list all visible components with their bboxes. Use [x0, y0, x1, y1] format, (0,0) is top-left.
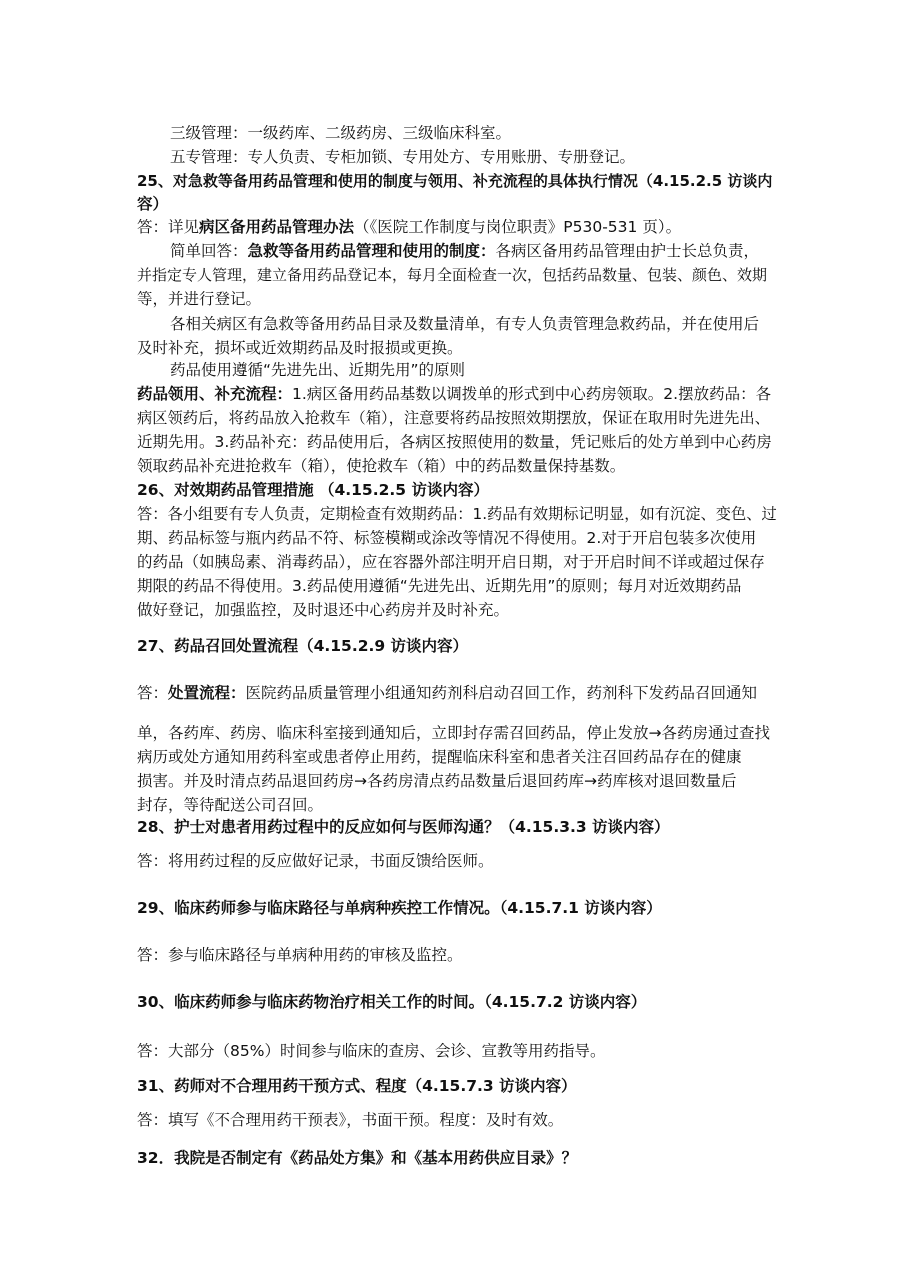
answer-text: 医院药品质量管理小组通知药剂科启动召回工作，药剂科下发药品召回通知: [245, 684, 758, 702]
question-heading: 30、临床药师参与临床药物治疗相关工作的时间。（4.15.7.2 访谈内容）: [137, 993, 647, 1011]
answer-text: 1.病区备用药品基数以调拨单的形式到中心药房领取。2.摆放药品：各: [292, 385, 772, 403]
question-heading: 32．我院是否制定有《药品处方集》和《基本用药供应目录》？: [137, 1149, 578, 1167]
answer-line: 病区领药后，将药品放入抢救车（箱），注意要将药品按照效期摆放，保证在取用时先进先出、: [137, 409, 770, 427]
answer-line: 病历或处方通知用药科室或患者停止用药，提醒临床科室和患者关注召回药品存在的健康: [137, 748, 742, 766]
answer-line: 期限的药品不得使用。3.药品使用遵循“先进先出、近期先用”的原则；每月对近效期药品: [137, 577, 742, 595]
answer-line: 并指定专人管理，建立备用药品登记本，每月全面检查一次，包括药品数量、包装、颜色、效期: [137, 266, 768, 284]
bold-text: 处置流程：: [168, 684, 246, 702]
answer-line: [137, 383, 777, 405]
answer-line: 答：大部分（85%）时间参与临床的查房、会诊、宣教等用药指导。: [137, 1042, 606, 1060]
paragraph-line: 三级管理：一级药库、二级药房、三级临床科室。: [170, 124, 512, 142]
answer-line: 各相关病区有急救等备用药品目录及数量清单，有专人负责管理急救药品，并在使用后: [170, 315, 760, 333]
answer-text: 各病区备用药品管理由护士长总负责，: [495, 242, 760, 260]
bold-text: 急救等备用药品管理和使用的制度：: [247, 242, 496, 260]
answer-line: [170, 240, 777, 262]
paragraph-line: 五专管理：专人负责、专柜加锁、专用处方、专用账册、专册登记。: [170, 148, 636, 166]
answer-line: 及时补充，损坏或近效期药品及时报损或更换。: [137, 339, 463, 357]
question-heading: 26、对效期药品管理措施 （4.15.2.5 访谈内容）: [137, 481, 489, 499]
bold-text: 病区备用药品管理办法: [199, 218, 355, 236]
answer-line: 期、药品标签与瓶内药品不符、标签模糊或涂改等情况不得使用。2.对于开启包装多次使用: [137, 529, 757, 547]
answer-line: 单，各药库、药房、临床科室接到通知后，立即封存需召回药品，停止发放→各药房通过查找: [137, 724, 770, 742]
answer-line: 答：参与临床路径与单病种用药的审核及监控。: [137, 946, 463, 964]
answer-line: [137, 216, 777, 238]
question-heading: 31、药师对不合理用药干预方式、程度（4.15.7.3 访谈内容）: [137, 1077, 577, 1095]
question-heading: 25、对急救等备用药品管理和使用的制度与领用、补充流程的具体执行情况（4.15.2.5 访谈内: [137, 172, 773, 190]
answer-line: 答：各小组要有专人负责，定期检查有效期药品：1.药品有效期标记明显，如有沉淀、变色、过: [137, 505, 777, 523]
answer-line: 答：将用药过程的反应做好记录，书面反馈给医师。: [137, 852, 494, 870]
answer-line: 药品使用遵循“先进先出、近期先用”的原则: [170, 361, 466, 379]
answer-line: 近期先用。3.药品补充：药品使用后，各病区按照使用的数量，凭记账后的处方单到中心药房: [137, 433, 772, 451]
answer-line: [137, 682, 777, 704]
answer-line: 等，并进行登记。: [137, 290, 262, 308]
question-heading: 29、临床药师参与临床路径与单病种疾控工作情况。（4.15.7.1 访谈内容）: [137, 899, 662, 917]
question-heading: 27、药品召回处置流程（4.15.2.9 访谈内容）: [137, 637, 469, 655]
answer-line: 封存，等待配送公司召回。: [137, 796, 324, 814]
answer-line: 答：填写《不合理用药干预表》，书面干预。程度：及时有效。: [137, 1111, 564, 1129]
question-heading: 28、护士对患者用药过程中的反应如何与医师沟通？（4.15.3.3 访谈内容）: [137, 818, 670, 836]
answer-line: 损害。并及时清点药品退回药房→各药房清点药品数量后退回药库→药库核对退回数量后: [137, 772, 737, 790]
answer-line: 的药品（如胰岛素、消毒药品），应在容器外部注明开启日期，对于开启时间不详或超过保存: [137, 553, 765, 571]
bold-text: 药品领用、补充流程：: [137, 385, 293, 403]
answer-line: 做好登记，加强监控，及时退还中心药房并及时补充。: [137, 601, 510, 619]
question-heading: 容）: [137, 195, 169, 213]
answer-text: 答：: [137, 684, 169, 702]
answer-text: （《医院工作制度与岗位职责》P530-531 页）。: [354, 218, 682, 236]
answer-text: 简单回答：: [170, 242, 248, 260]
answer-line: 领取药品补充进抢救车（箱），使抢救车（箱）中的药品数量保持基数。: [137, 457, 626, 475]
answer-text: 答：详见: [137, 218, 200, 236]
